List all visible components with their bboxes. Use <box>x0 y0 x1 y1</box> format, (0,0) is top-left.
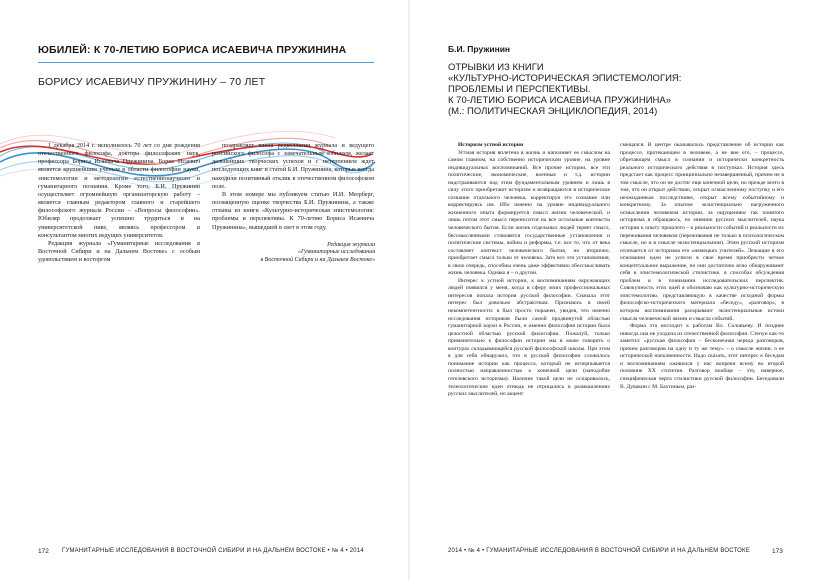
page-number-left: 172 <box>38 548 49 555</box>
right-column-1 <box>448 142 610 399</box>
page-number-right: 173 <box>772 548 783 555</box>
jubilee-subtitle: БОРИСУ ИСАЕВИЧУ ПРУЖИНИНУ – 70 ЛЕТ <box>38 76 266 88</box>
right-column-2 <box>620 142 784 391</box>
paragraph: 1 декабря 2014 г. исполнилось 70 лет со дня рождения отечественного философа, доктора философских наук, профессора Бориса Исаевича Пружинина. Борис Исаевич является крупнейшим ученым в области философии науки, эпистемологии и методологии естественнонаучного и гуманитарного познания. Кроме того, Б.И. Пружинин осуществляет огромнейшую организаторскую работу – является главным редактором главного и старейшего философского журнала России – «Вопросы философии». Юбиляр продолжает успешно трудиться и на университетской ниве, являясь профессором и консультантом многих ведущих университетов. <box>38 142 200 239</box>
left-column-2 <box>212 142 374 232</box>
section-heading: Историзм устной истории <box>458 142 524 148</box>
paragraph: В этом номере мы публикуем статью И.И. Мюрберг, посвященную оценке творчества Б.И. Пружинина, а также отзывы из книги «Культурно-историческая эпистемология: проблемы и перспективы. К 70-летию Бориса Исаевича Пружинина», вышедшей в свет в этом году. <box>212 190 374 231</box>
paragraph: Форма эта восходит к работам Вл. Соловьеву. И позднее никогда она не уходила из отечественной философии. Степун как-то заметил: «русская философия – бесконечная череда разговоров, причем разговоров на одну и ту же тему» – о смысле жизни, о ее исторической наполненности. Надо сказать, этот интерес к беседам и воспоминаниям оживился у нас вопреки всему во второй половине XX столетия. Разговор вообще – это, наверное, специфическая черта стилистики русской философии. Беседовали В. Дувакин с М. Бахтиным, раз- <box>620 323 784 390</box>
running-footer-right: 2014 • № 4 • ГУМАНИТАРНЫЕ ИССЛЕДОВАНИЯ В ВОСТОЧНОЙ СИБИРИ И НА ДАЛЬНЕМ ВОСТОКЕ <box>448 548 750 554</box>
paragraph: Редакция журнала «Гуманитарные исследования в Восточной Сибири и на Дальнем Востоке» с особым удовольствием и восторгом <box>38 239 200 264</box>
paragraph: Интерес к устной истории, к воспоминаниям окружающих людей появился у меня, когда в сферу моих профессиональных интересов попала история русской философии. Сначала этот интерес был довольно абстрактным. Признаюсь в своей некомпетентности: я был просто поражен, увидев, что именно исследования историков были самой продвинутой областью гуманитарной науки в России, и именно философия истории была целостной областью русской философии. Пожалуй, только применительно к философии истории мы в може говорить о контурах складывающейся русской философской школы. При этом я для себя обнаружил, что в русской философии сложилось понимание истории как процесса, который не исчерпывается полностью направленностью к конечной цели (наподобие гегелевского историзма). Наличие такой цели не оспаривалось, телеологические идеи отнюдь не отрицались в размышлениях русских мыслителей, но акцент <box>448 277 610 398</box>
signature-line: Редакция журнала <box>327 242 375 248</box>
title-line: ОТРЫВКИ ИЗ КНИГИ <box>448 62 544 73</box>
editorial-signature <box>205 242 375 264</box>
signature-line: в Восточной Сибири и на Дальнем Востоке» <box>260 256 375 263</box>
left-column-1 <box>38 142 200 264</box>
article-title <box>448 62 793 117</box>
right-page <box>410 0 820 580</box>
title-line: «КУЛЬТУРНО-ИСТОРИЧЕСКАЯ ЭПИСТЕМОЛОГИЯ: <box>448 73 682 84</box>
paragraph: смещался. В центре оказывалось представление об истории как процессе, протекающем в человеке, а не вне его, – процессе, обретающем смысл в сознании и исторически конкретность реального исторического действия в поступках. История здесь предстает как процесс принципиально незавершенный, причем не в том смысле, что он не достиг еще конечной цели, но прежде всего в том, что он открыт действию, открыт осмысленному поступку и его неожиданным последствиям, открыт всему событийному и конкретному. За опытом экзистенциально нагруженного осмысления человеком истории, за ощущением так понятого историзма я обращаюсь, по мнению русских мыслителей, наука истории к опыту прошлого – к реальности событий и реальности их переживания человеком (переживания не только в психологическом смысле, но и в смысле экзистенциальном). Этим русский историзм отличается от историзма его «немецких учителей». Лежащие в его основании идеи не успели в свое время приобрести четкое концептуальное выражение, но они достаточно ясно обнаруживают себя в эпистемологической стилистике, в способах обсуждения проблем и в понимании исследовательских перспектив. Совокупность этих идей я обозначаю как культурно-историческую эпистемологию, представляющую в качестве исходной формы философско-исторического материала «беседу», «разговор», в котором воспоминания раскрывают экзистенциальные истоки смысла человеческой жизни и смысла событий. <box>620 142 784 322</box>
title-line: ПРОБЛЕМЫ И ПЕРСПЕКТИВЫ. <box>448 84 591 95</box>
title-line: К 70-ЛЕТИЮ БОРИСА ИСАЕВИЧА ПРУЖИНИНА» <box>448 95 672 106</box>
running-footer-left: ГУМАНИТАРНЫЕ ИССЛЕДОВАНИЯ В ВОСТОЧНОЙ СИБИРИ И НА ДАЛЬНЕМ ВОСТОКЕ • № 4 • 2014 <box>62 548 364 554</box>
article-author: Б.И. Пружинин <box>448 44 511 54</box>
signature-line: «Гуманитарные исследования <box>297 249 375 256</box>
paragraph: поздравляет члена редколлегии журнала и ведущего российского философа с замечательным юбилеем, желает дальнейших творческих успехов и с нетерпением ждет последующих книг и статей Б.И. Пружинина, которые всегда находили позитивный отклик в отечественном философском поле. <box>212 142 374 190</box>
header-rule <box>38 62 374 63</box>
paragraph: Устная история вплетена в жизнь и наполняет ее смыслом на самом главном, на собственно историческом уровне, на уровне индивидуальных воспоминаний. Все прочие истории, все эти политические, экономические, военные и т.д. истории надстраиваются над этим фундаментальным уровнем и лишь в силу этого приобретают историзм и возвращаются в историческое сознание отдельного человека, корректируя это сознание или корректируясь им. Ибо именно на уровне индивидуального жизненного опыта формируется смысл жизни человеческой, и лишь потом этот смысл переносится на все остальные контексты человеческого бытия. Если жизнь отдельных людей теряет смысл, бессмысленными становятся государственные установления и политические системы, войны и реформы, т.е. все то, что от века составляет контекст человеческого бытия, но вторично, приобретает смысл только от человека. Зато все эти установления, в свою очередь, способны очень даже эффективно обессмысливать жизнь человека. Однако я – о другом. <box>448 149 610 277</box>
title-line: (М.: ПОЛИТИЧЕСКАЯ ЭНЦИКЛОПЕДИЯ, 2014) <box>448 106 658 117</box>
jubilee-header: ЮБИЛЕЙ: К 70-ЛЕТИЮ БОРИСА ИСАЕВИЧА ПРУЖИНИНА <box>38 44 347 56</box>
